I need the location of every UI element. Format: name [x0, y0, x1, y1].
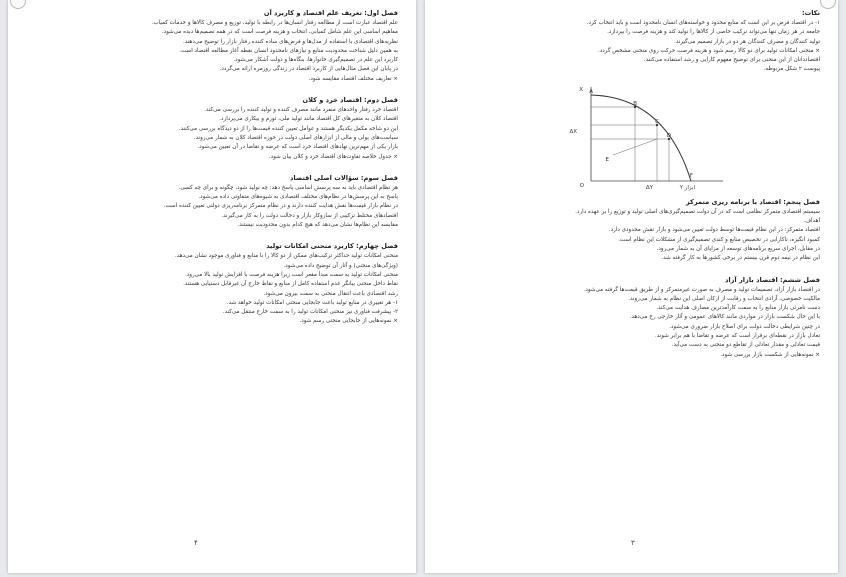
text-line: اقتصاد خرد رفتار واحدهای منفرد مانند مصرف کننده و تولید کننده را بررسی می‌کند.	[204, 107, 398, 114]
text-line: دست نامرئی بازار منابع را به سمت کارآمدترین مصارف هدایت می‌کند.	[656, 305, 820, 312]
text-line: اقتصاد متمرکز: در این نظام قیمت‌ها توسط دولت تعیین می‌شود و بازار نقش محدودی دارد.	[608, 227, 820, 234]
text-line: سیاست‌های پولی و مالی از ابزارهای اصلی دولت در حوزه اقتصاد کلان به شمار می‌روند.	[193, 134, 398, 141]
text-line: بازار یکی از مهم‌ترین نهادهای اقتصاد خرد است که عرضه و تقاضا در آن تعیین می‌شود.	[197, 144, 398, 151]
section-heading: فصل چهارم: کاربرد منحنی امکانات تولید	[266, 242, 398, 251]
section-heading: فصل اول: تعریف علم اقتصاد و کاربرد آن	[263, 9, 398, 17]
page-corner-marker	[10, 0, 26, 9]
section-heading: فصل پنجم: اقتصاد با برنامه ریزی متمرکز	[685, 197, 820, 206]
text-line: رشد اقتصادی باعث انتقال منحنی به سمت بیرون می‌شود.	[263, 290, 398, 297]
text-line: (ویژگی‌های منحنی) و آثار آن توضیح داده می‌شود.	[283, 262, 398, 269]
y-axis-label: X	[579, 86, 583, 93]
text-line: سیستم اقتصادی متمرکز نظامی است که در آن دولت تصمیم‌گیری‌های اصلی تولید و توزیع را بر عهده دارد.	[575, 208, 820, 215]
text-line: مالکیت خصوصی، آزادی انتخاب و رقابت از ارکان اصلی این نظام به شمار می‌روند.	[628, 295, 820, 302]
text-line: جامعه در هر زمان تنها می‌تواند ترکیب خاصی از کالاها را تولید کند و هزینه فرصت را بپردازد.	[607, 29, 820, 36]
page-number: ۳	[631, 539, 635, 547]
text-line: ۱- هر تغییری در منابع تولید باعث جابجایی منحنی امکانات تولید خواهد شد.	[226, 299, 398, 306]
text-line: به همین دلیل شناخت محدودیت منابع و نیازهای نامحدود انسان نقطه آغاز مطالعه اقتصاد است.	[179, 47, 398, 54]
document-page-right	[425, 0, 838, 573]
text-line: پیوست ۲ شکل مربوطه.	[763, 66, 820, 73]
delta-y-label: ΔX	[569, 128, 577, 135]
page-number: ۴	[194, 539, 198, 547]
text-line: علم اقتصاد عبارت است از مطالعه رفتار انسان‌ها در رابطه با تولید، توزیع و مصرف کالاها و خدمات کمیاب.	[151, 20, 398, 26]
text-line: اقتصادهای مختلط ترکیبی از سازوکار بازار و دخالت دولت را به کار می‌گیرند.	[221, 212, 398, 219]
delta-x-label: ΔY	[645, 184, 653, 191]
text-line: نقاط داخل منحنی بیانگر عدم استفاده کامل از منابع و نقاط خارج آن غیرقابل دستیابی هستند.	[183, 281, 398, 288]
section-heading: فصل ششم: اقتصاد بازار آزاد	[724, 275, 820, 284]
point-label: A	[589, 88, 593, 95]
text-line: قیمت تعادلی و مقدار تعادلی از تقاطع دو منحنی به دست می‌آید.	[671, 342, 820, 349]
text-line: اقتصاددانان از این منحنی برای توضیح مفهوم کارایی و رشد استفاده می‌کنند.	[643, 57, 820, 64]
ppf-diagram	[569, 81, 733, 193]
text-line: هر نظام اقتصادی باید به سه پرسش اساسی پاسخ دهد: چه تولید شود، چگونه و برای چه کسی.	[178, 184, 398, 191]
document-page-left	[8, 0, 416, 573]
text-line: × تعاریف مختلف اقتصاد مقایسه شود.	[308, 75, 398, 82]
text-line: کمبود انگیزه، ناکارایی در تخصیص منابع و کندی تصمیم‌گیری از مشکلات این نظام است.	[618, 236, 820, 243]
text-line: این دو شاخه مکمل یکدیگر هستند و عوامل تعیین کننده قیمت‌ها را از دو دیدگاه بررسی می‌کنند.	[178, 125, 398, 132]
section-3	[28, 173, 398, 230]
text-line: در چنین شرایطی دخالت دولت برای اصلاح بازار ضروری می‌شود.	[669, 323, 820, 330]
text-line: مفاهیم اساسی این علم شامل کمیابی، انتخاب و هزینه فرصت است که در همه تصمیم‌ها دیده می‌شود.	[161, 29, 398, 36]
text-line: × جدول خلاصه تفاوت‌های اقتصاد خرد و کلان بیان شود.	[268, 153, 398, 160]
text-line: × نمونه‌هایی از جابجایی منحنی رسم شود.	[299, 318, 398, 325]
text-line: ۱- در اقتصاد فرض بر این است که منابع محدود و خواسته‌های انسان نامحدود است و باید انتخاب کرد.	[586, 20, 820, 26]
text-line: نظریه‌های اقتصادی با استفاده از مدل‌ها و فرض‌های ساده کننده رفتار بازار را توضیح می‌دهند.	[182, 38, 398, 45]
notes-title: نکات:	[801, 9, 820, 17]
text-line: پاسخ به این پرسش‌ها در نظام‌های مختلف اقتصادی به شیوه‌های متفاوتی داده می‌شود.	[198, 194, 398, 201]
text-line: منحنی امکانات تولید حداکثر ترکیب‌های ممکن از دو کالا را با منابع و فناوری موجود نشان می‌دهد.	[174, 253, 398, 260]
point-label: E	[605, 156, 609, 163]
point-label: C	[655, 118, 659, 125]
intro-notes	[445, 8, 820, 75]
point-label: F	[689, 172, 693, 179]
text-line: × نمونه‌هایی از شکست بازار بررسی شود.	[720, 351, 820, 358]
page-corner-marker	[820, 0, 836, 9]
text-line: اهداف.	[803, 218, 820, 225]
origin-label: O	[579, 182, 584, 189]
text-line: در نظام بازار قیمت‌ها نقش هدایت کننده دارند و در نظام متمرکز برنامه‌ریزی دولتی تعیین کننده است.	[163, 203, 398, 210]
point-label: B	[633, 100, 637, 107]
x-axis-label: ابزار Y	[679, 184, 695, 191]
text-line: تعادل بازار در نقطه‌ای برقرار است که عرضه و تقاضا با هم برابر شوند.	[654, 333, 820, 340]
ppf-curve	[591, 95, 691, 181]
text-line: کاربرد این علم در تصمیم‌گیری خانوارها، بنگاه‌ها و دولت آشکار می‌شود.	[233, 57, 398, 64]
point-label: D	[666, 132, 671, 139]
text-line: این نظام در نیمه دوم قرن بیستم در برخی کشورها به کار گرفته شد.	[661, 255, 820, 262]
section-5	[445, 197, 820, 264]
section-heading: فصل سوم: سؤالات اصلی اقتصاد	[289, 173, 398, 182]
text-line: ۲- پیشرفت فناوری نیز منحنی امکانات تولید را به سمت خارج منتقل می‌کند.	[222, 309, 398, 316]
text-line: اقتصاد کلان به متغیرهای کل اقتصاد مانند تولید ملی، تورم و بیکاری می‌پردازد.	[219, 116, 398, 123]
text-line: × منحنی امکانات تولید برای دو کالا رسم شود و هزینه فرصت حرکت روی منحنی مشخص گردد.	[597, 47, 820, 54]
ppf-figure	[445, 81, 820, 193]
text-line: با این حال شکست بازار در مواردی مانند کالاهای عمومی و آثار خارجی رخ می‌دهد.	[629, 314, 820, 321]
text-line: تولید کنندگان و مصرف کنندگان هر دو در بازار تصمیم می‌گیرند.	[674, 38, 820, 45]
left-page-content	[28, 8, 398, 327]
section-4	[28, 241, 398, 326]
text-line: منحنی امکانات تولید به سمت مبدأ مقعر است زیرا هزینه فرصت با افزایش تولید بالا می‌رود.	[184, 271, 398, 278]
text-line: در اقتصاد بازار آزاد، تصمیمات تولید و مصرف به صورت غیرمتمرکز و از طریق قیمت‌ها گرفته می‌شود.	[583, 286, 820, 293]
section-6	[445, 275, 820, 360]
text-line: در مقابل، اجرای سریع برنامه‌های توسعه از مزایای آن به شمار می‌رود.	[656, 245, 820, 252]
text-line: مقایسه این نظام‌ها نشان می‌دهد که هیچ کدام بدون محدودیت نیستند.	[237, 222, 398, 229]
right-page-content	[445, 8, 820, 360]
text-line: در پایان این فصل مثال‌هایی از کاربرد اقتصاد در زندگی روزمره ارائه می‌گردد.	[219, 66, 398, 73]
section-1	[28, 8, 398, 84]
section-heading: فصل دوم: اقتصاد خرد و کلان	[302, 96, 398, 105]
section-2	[28, 95, 398, 162]
